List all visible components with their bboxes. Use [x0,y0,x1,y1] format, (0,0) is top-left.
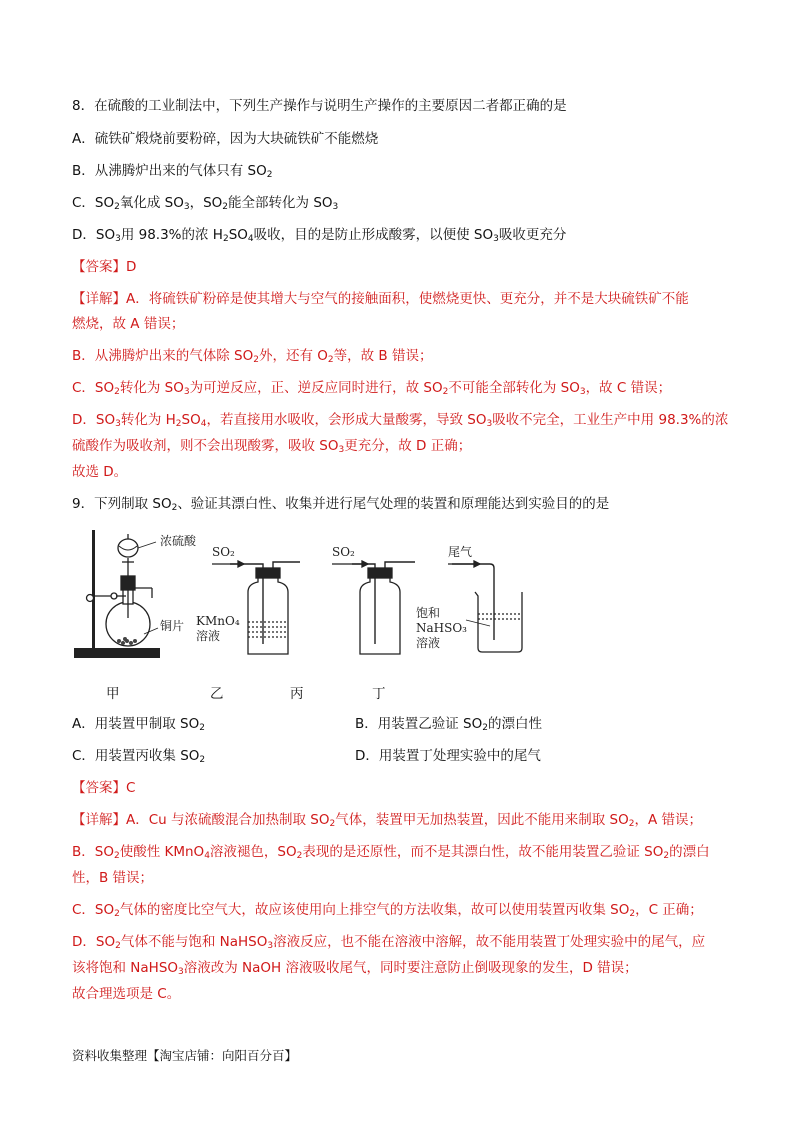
q9-stem: 9．下列制取 $SO_2$、验证其漂白性、收集并进行尾气处理的装置和原理能达到实验目的的是 [72,496,610,513]
q8-answer: 【答案】D [72,259,137,275]
label-copper-sheet: 铜片 [160,619,185,633]
q8-explanation-4: C．$SO_2$转化为 $SO_3$为可逆反应，正、逆反应同时进行，故 $SO_2$不可能全部转化为 $SO_3$，故 C 错误； [72,380,672,397]
apparatus-ding [448,561,522,652]
q8-stem: 8．在硫酸的工业制法中，下列生产操作与说明生产操作的主要原因二者都正确的是 [72,98,567,114]
q9-explanation-7: 故合理选项是 C。 [72,986,181,1002]
q9-explanation-2: B．$SO_2$使酸性 KMnO$_4$溶液褪色，$SO_2$表现的是还原性，而不是其漂白性，故不能用装置乙验证 $SO_2$的漂白 [72,844,710,861]
q9-explanation-3: 性，B 错误； [72,870,154,886]
label-so2-bing: SO₂ [332,545,355,559]
q9-answer: 【答案】C [72,780,136,796]
label-nahso3: NaHSO₃ [416,621,467,635]
page-footer: 资料收集整理【淘宝店铺：向阳百分百】 [72,1048,298,1063]
q9-option-a: A．用装置甲制取 $SO_2$ [72,716,205,733]
q8-option-c: C．$SO_2$氧化成 $SO_3$，$SO_2$能全部转化为 $SO_3$ [72,195,339,212]
label-so2-yi: SO₂ [212,545,235,559]
q9-option-b: B．用装置乙验证 $SO_2$的漂白性 [355,716,542,733]
caption-ding: 丁 [372,686,386,702]
label-saturated: 饱和 [416,606,441,620]
label-concentrated-sulfuric-acid: 浓硫酸 [160,534,197,548]
q9-option-d: D．用装置丁处理实验中的尾气 [355,748,541,764]
q8-explanation-7: 故选 D。 [72,464,128,480]
label-solution-ding: 溶液 [416,636,441,650]
apparatus-jia [74,530,160,658]
q9-explanation-5: D．$SO_2$气体不能与饱和 NaHSO$_3$溶液反应，也不能在溶液中溶解，故不能用装置丁处理实验中的尾气，应 [72,934,706,951]
apparatus-bing [332,561,415,654]
q9-explanation-6: 该将饱和 NaHSO$_3$溶液改为 NaOH 溶液吸收尾气，同时要注意防止倒吸现象的发生，D 错误； [72,960,638,977]
label-kmno4: KMnO₄ [196,614,240,628]
q8-option-d: D．$SO_3$用 98.3%的浓 $H_2SO_4$吸收，目的是防止形成酸雾，以便使 $SO_3$吸收更充分 [72,227,567,244]
q8-explanation-2: 燃烧，故 A 错误； [72,316,185,332]
label-tail-gas: 尾气 [448,545,473,559]
q9-explanation-4: C．$SO_2$气体的密度比空气大，故应该使用向上排空气的方法收集，故可以使用装置丙收集 $SO_2$，C 正确； [72,902,703,919]
q8-explanation-1: 【详解】A．将硫铁矿粉碎是使其增大与空气的接触面积，使燃烧更快、更充分，并不是大块硫铁矿不能 [72,291,689,307]
q8-option-a: A．硫铁矿煅烧前要粉碎，因为大块硫铁矿不能燃烧 [72,131,379,147]
q8-explanation-3: B．从沸腾炉出来的气体除 $SO_2$外，还有 $O_2$等，故 B 错误； [72,348,433,365]
q8-explanation-6: 硫酸作为吸收剂，则不会出现酸雾，吸收 $SO_3$更充分，故 D 正确； [72,438,472,455]
caption-bing: 丙 [290,686,304,702]
caption-yi: 乙 [210,686,224,702]
caption-jia: 甲 [106,686,120,702]
apparatus-figure [70,526,630,676]
q9-explanation-1: 【详解】A．Cu 与浓硫酸混合加热制取 $SO_2$气体，装置甲无加热装置，因此不能用来制取 $SO_2$，A 错误； [72,812,702,829]
q8-option-b: B．从沸腾炉出来的气体只有 $SO_2$ [72,163,273,180]
label-solution-yi: 溶液 [196,629,221,643]
apparatus-yi [212,561,300,654]
q8-explanation-5: D．$SO_3$转化为 $H_2SO_4$，若直接用水吸收，会形成大量酸雾，导致 $SO_3$吸收不完全，工业生产中用 98.3%的浓 [72,412,729,429]
q9-option-c: C．用装置丙收集 $SO_2$ [72,748,206,765]
